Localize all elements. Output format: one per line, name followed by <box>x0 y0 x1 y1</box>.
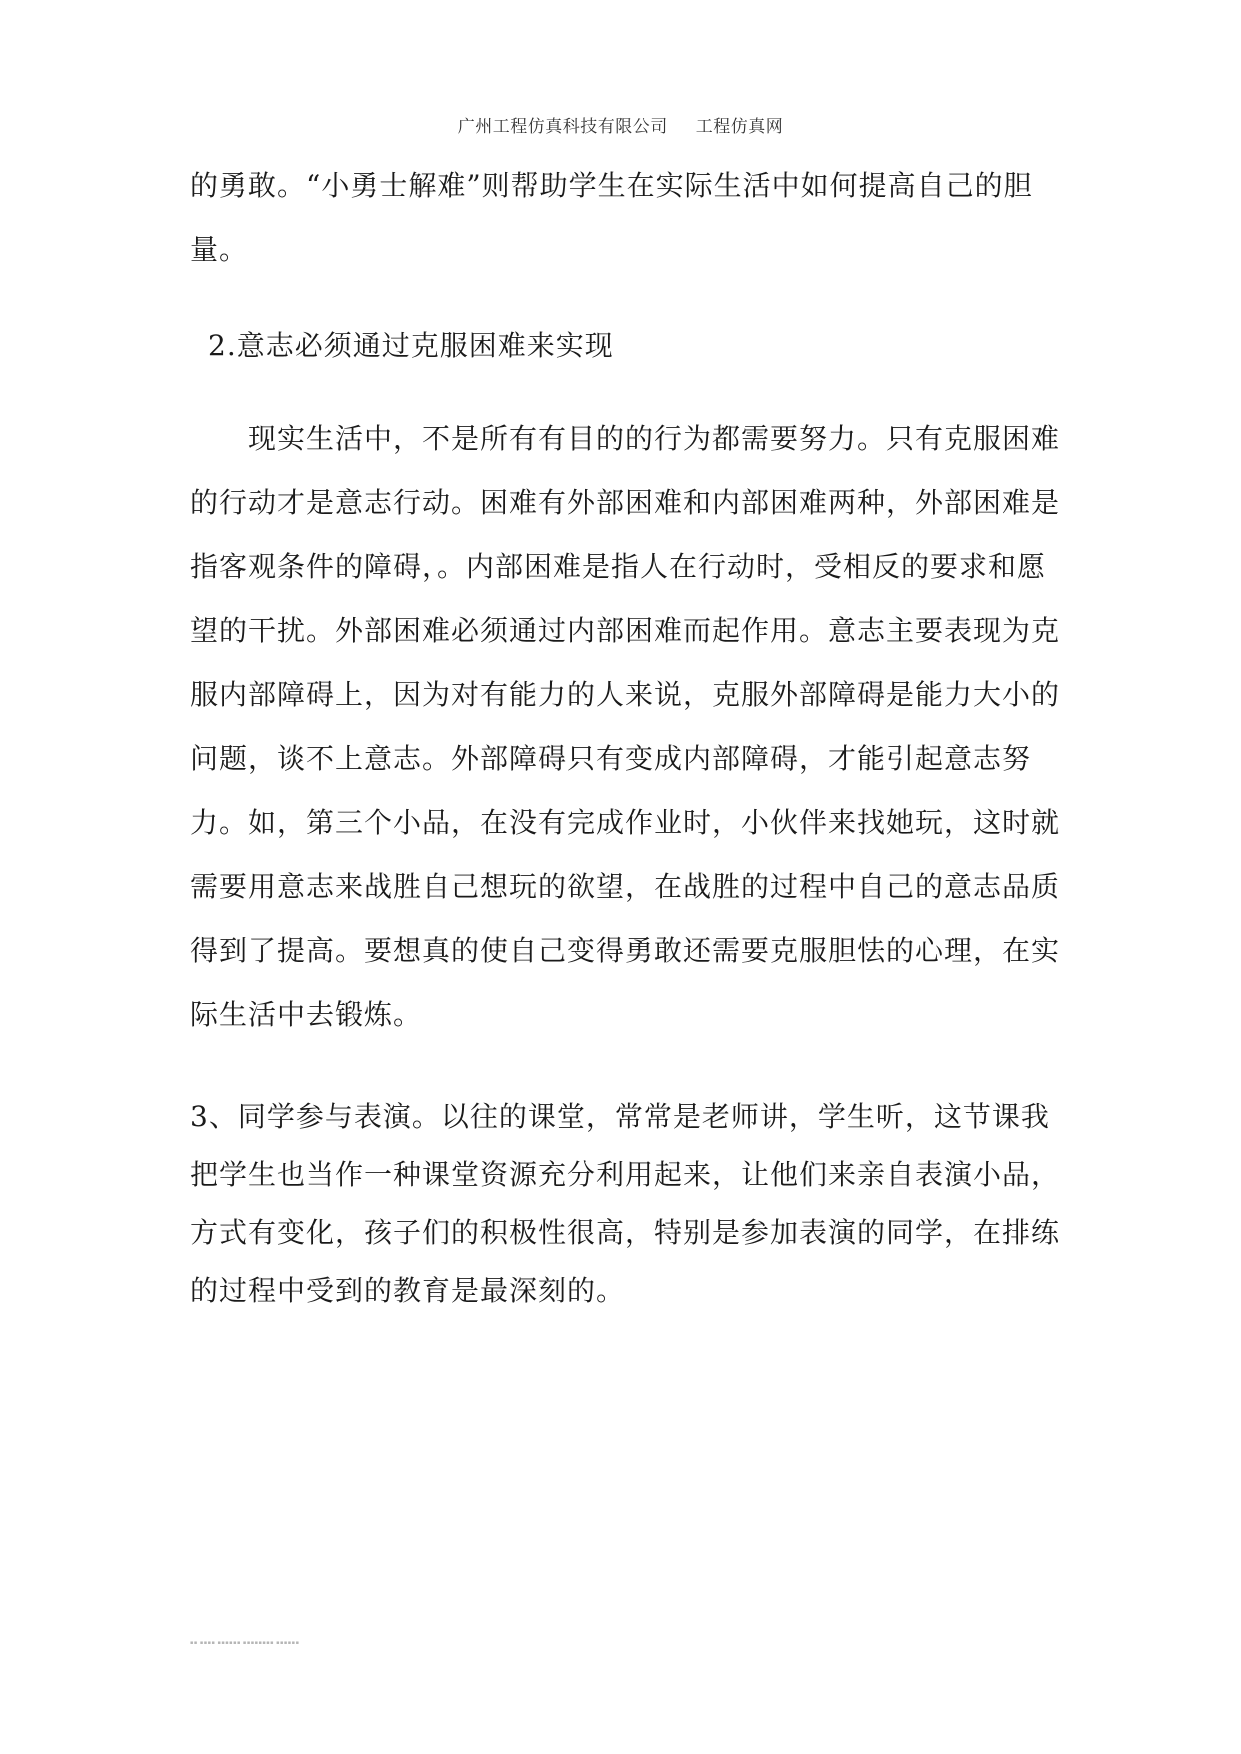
section-heading: 2.意志必须通过克服困难来实现 <box>208 329 614 362</box>
paragraph-body: 现实生活中，不是所有有目的的行为都需要努力。只有克服困难的行动才是意志行动。困难有外部困难和内部困难两种，外部困难是指客观条件的障碍，。内部困难是指人在行动时，受相反的要求和愿望的干扰。外部困难必须通过内部困难而起作用。意志主要表现为克服内部障碍上，因为对有能力的人来说，克服外部障碍是能力大小的问题，谈不上意志。外部障碍只有变成内部障碍，才能引起意志努力。如，第三个小品，在没有完成作业时，小伙伴来找她玩，这时就需要用意志来战胜自己想玩的欲望，在战胜的过程中自己的意志品质得到了提高。要想真的使自己变得勇敢还需要克服胆怯的心理，在实际生活中去锻炼。 <box>190 422 1061 1031</box>
footer-watermark: ▪▪ ▪▪▪▪ ▪▪▪▪▪▪ ▪▪▪▪▪▪▪▪ ▪▪▪▪▪▪ <box>190 1640 300 1646</box>
header-site: 工程仿真网 <box>695 117 784 137</box>
page-header <box>0 112 1241 137</box>
paragraph-continuation: 的勇敢。“小勇士解难”则帮助学生在实际生活中如何提高自己的胆量。 <box>190 169 1033 266</box>
paragraph-performance: 3、同学参与表演。以往的课堂，常常是老师讲，学生听，这节课我把学生也当作一种课堂资源充分利用起来，让他们来亲自表演小品，方式有变化，孩子们的积极性很高，特别是参加表演的同学，在排练的过程中受到的教育是最深刻的。 <box>190 1100 1061 1307</box>
header-company: 广州工程仿真科技有限公司 <box>457 117 668 137</box>
